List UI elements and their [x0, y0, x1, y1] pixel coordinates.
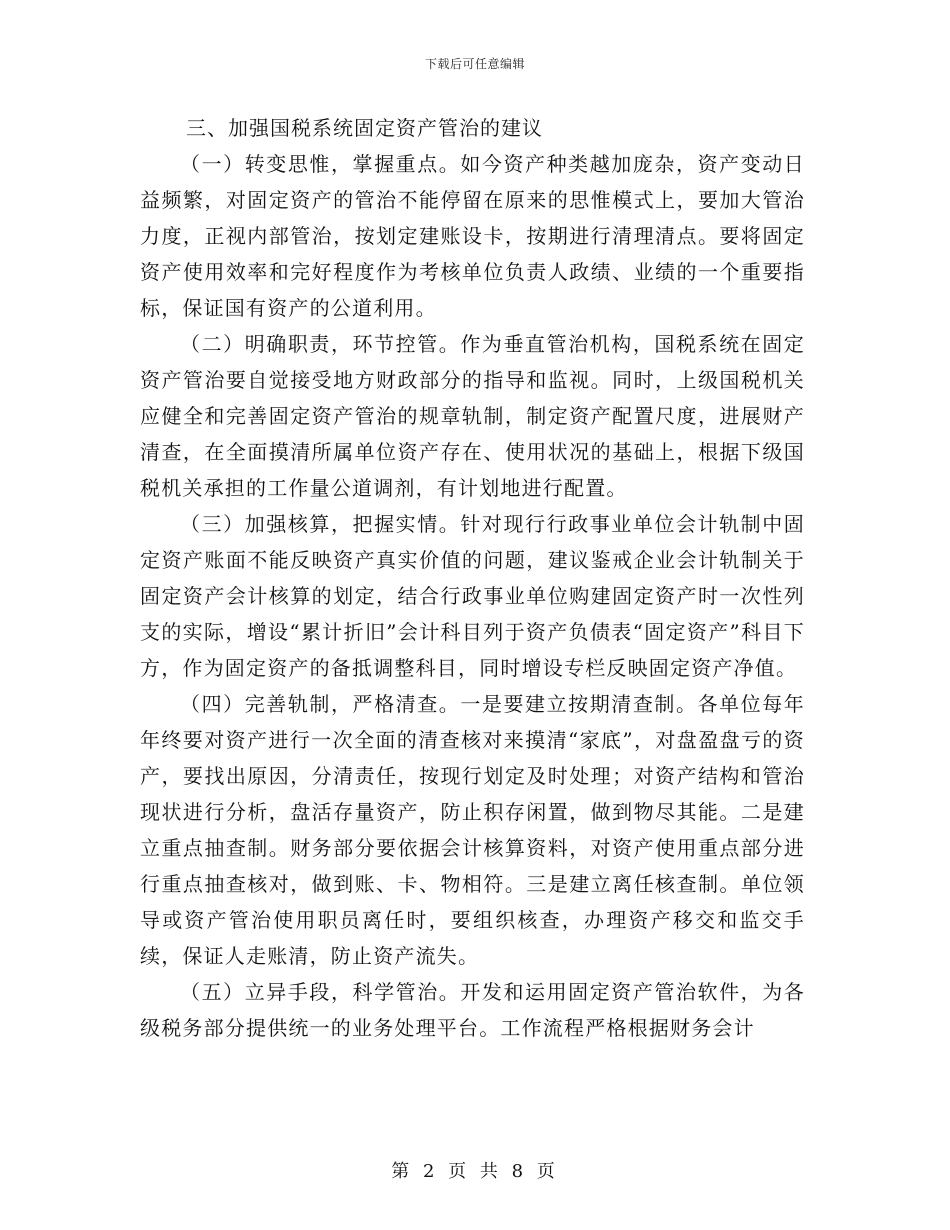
document-body: [140, 110, 805, 1046]
page-footer: 第 2 页 共 8 页: [391, 1161, 559, 1182]
paragraph-2: （二）明确职责，环节控管。作为垂直管治机构，国税系统在固定资产管治要自觉接受地方财政部分的指导和监视。同时，上级国税机关应健全和完善固定资产管治的规章轨制，制定资产配置尺度，进展财产清查，在全面摸清所属单位资产存在、使用状况的基础上，根据下级国税机关承担的工作量公道调剂，有计划地进行配置。: [140, 332, 805, 500]
page-header: 下载后可任意编辑: [424, 57, 525, 71]
paragraph-3: （三）加强核算，把握实情。针对现行行政事业单位会计轨制中固定资产账面不能反映资产真实价值的问题，建议鉴戒企业会计轨制关于固定资产会计核算的划定，结合行政事业单位购建固定资产时一次性列支的实际，增设“累计折旧”会计科目列于资产负债表“固定资产”科目下方，作为固定资产的备抵调整科目，同时增设专栏反映固定资产净值。: [140, 512, 805, 680]
section-title: 三、加强国税系统固定资产管治的建议: [186, 116, 543, 140]
paragraph-5: （五）立异手段，科学管治。开发和运用固定资产管治软件，为各级税务部分提供统一的业务处理平台。工作流程严格根据财务会计: [140, 980, 805, 1040]
paragraph-1: （一）转变思惟，掌握重点。如今资产种类越加庞杂，资产变动日益频繁，对固定资产的管治不能停留在原来的思惟模式上，要加大管治力度，正视内部管治，按划定建账设卡，按期进行清理清点。要将固定资产使用效率和完好程度作为考核单位负责人政绩、业绩的一个重要指标，保证国有资产的公道利用。: [140, 152, 805, 320]
paragraph-4: （四）完善轨制，严格清查。一是要建立按期清查制。各单位每年年终要对资产进行一次全面的清查核对来摸清“家底”，对盘盈盘亏的资产，要找出原因，分清责任，按现行划定及时处理；对资产结构和管治现状进行分析，盘活存量资产，防止积存闲置，做到物尽其能。二是建立重点抽查制。财务部分要依据会计核算资料，对资产使用重点部分进行重点抽查核对，做到账、卡、物相符。三是建立离任核查制。单位领导或资产管治使用职员离任时，要组织核查，办理资产移交和监交手续，保证人走账清，防止资产流失。: [140, 692, 805, 968]
